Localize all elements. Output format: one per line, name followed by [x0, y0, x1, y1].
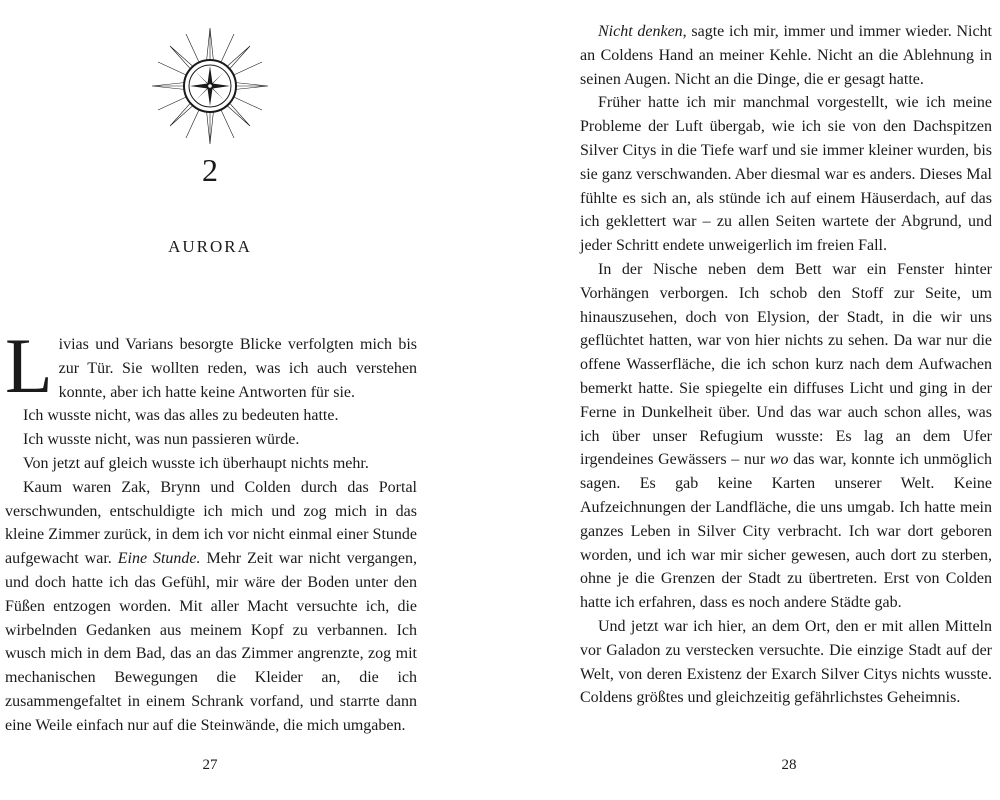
- paragraph: Kaum waren Zak, Brynn und Colden durch das Portal verschwunden, entschuldigte ich mich und zog mich in das kleine Zimmer zurück, in dem ich vor nicht einmal einer Stunde aufgewacht war. Eine Stunde. Mehr Zeit war nicht vergangen, und doch hatte ich das Gefühl, mir wäre der Boden unter den Füßen entzogen worden. Mit aller Macht versuchte ich, die wirbelnden Gedanken aus meinem Kopf zu verbannen. Ich wusch mich in dem Bad, das an das Zimmer angrenzte, zog mit mechanischen Bewegungen die Kleider an, die ich zusammengefaltet in einem Schrank vorfand, und starrte dann eine Weile einfach nur auf die Steinwände, die mich umgaben.: [5, 478, 417, 734]
- paragraph: Nicht denken, sagte ich mir, immer und immer wieder. Nicht an Coldens Hand an meiner Kehle. Nicht an die Ablehnung in seinen Augen. Nicht an die Dinge, die er gesagt hatte.: [580, 23, 992, 88]
- left-page-body: [5, 322, 417, 738]
- chapter-number: 2: [202, 152, 218, 188]
- emphasis: Nicht denken: [598, 23, 683, 40]
- drop-cap: L: [5, 322, 53, 409]
- paragraph: Ich wusste nicht, was das alles zu bedeuten hatte.: [23, 407, 339, 425]
- emphasis: wo: [769, 451, 789, 469]
- right-page-body: [580, 20, 992, 710]
- paragraph: Livias und Varians besorgte Blicke verfolgten mich bis zur Tür. Sie wollten reden, was ich auch verstehen konnte, aber ich hatte keine Antworten für sie.: [5, 322, 417, 409]
- page-number: 27: [202, 757, 218, 773]
- compass-rose-ornament: [150, 26, 270, 146]
- page-number: 28: [781, 757, 797, 773]
- paragraph: Und jetzt war ich hier, an dem Ort, den er mit allen Mitteln vor Galadon zu verstecken versuchte. Die einzige Stadt auf der Welt, von deren Existenz der Exarch Silver Citys nichts wusste. Coldens größtes und gleichzeitig gefährlichstes Geheimnis.: [580, 617, 992, 707]
- emphasis: Eine Stunde.: [117, 550, 201, 568]
- paragraph: Ich wusste nicht, was nun passieren würde.: [23, 431, 300, 449]
- paragraph: In der Nische neben dem Bett war ein Fenster hinter Vorhängen verborgen. Ich schob den Stoff zur Seite, um hinauszusehen, doch von Elysion, der Stadt, in die wir uns geflüchtet hatten, war von hier nichts zu sehen. Da war nur die offene Wasserfläche, die ich schon kurz nach dem Aufwachen bemerkt hatte. Sie spiegelte ein diffuses Licht und ging in der Ferne in Dunkelheit über. Und das war auch schon alles, was ich über unser Refugium wusste: Es lag an dem Ufer irgendeines Gewässers – nur wo das war, konnte ich unmöglich sagen. Es gab keine Karten unserer Welt. Keine Aufzeichnungen der Landfläche, die uns umgab. Ich hatte mein ganzes Leben in Silver City verbracht. Ich war dort geboren worden, und ich war mir sicher gewesen, auch dort zu sterben, ohne je die Grenzen der Stadt zu übertreten. Erst von Colden hatte ich erfahren, dass es noch andere Städte gab.: [580, 260, 992, 612]
- paragraph: Von jetzt auf gleich wusste ich überhaupt nichts mehr.: [23, 454, 369, 472]
- paragraph: Früher hatte ich mir manchmal vorgestellt, wie ich meine Probleme der Luft übergab, wie ich sie von den Dachspitzen Silver Citys in die Tiefe warf und sie immer kleiner wurden, bis sie ganz verschwanden. Aber diesmal war es anders. Dieses Mal fühlte es sich an, als stünde ich auf einem Häuserdach, auf das ich geklettert war – zu allen Seiten wartete der Abgrund, und jeder Schritt endete unweigerlich im freien Fall.: [580, 94, 992, 255]
- chapter-title: AURORA: [168, 237, 252, 256]
